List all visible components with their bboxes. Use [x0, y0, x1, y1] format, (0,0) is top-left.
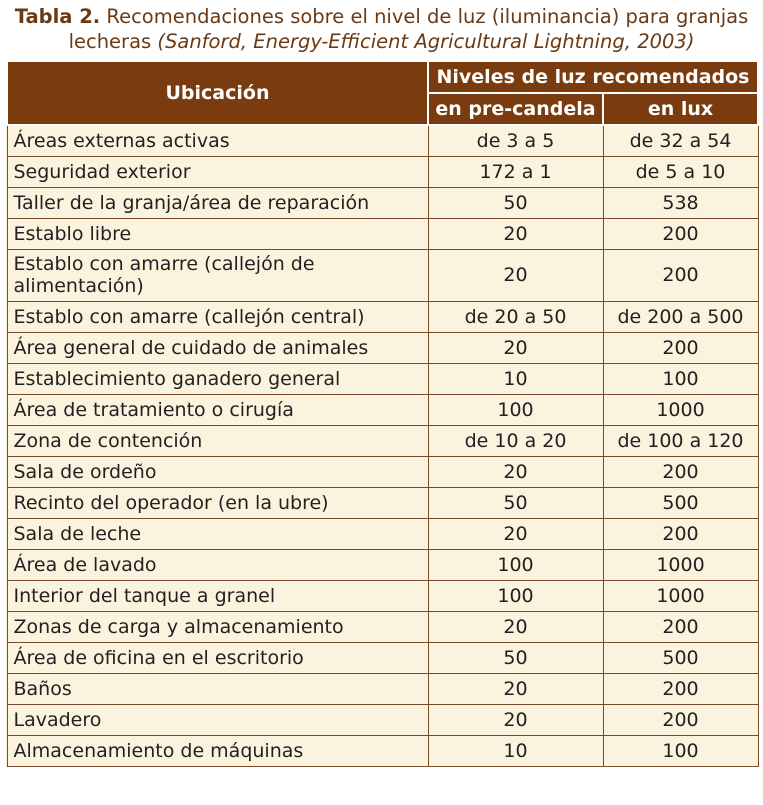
precandela-cell: de 10 a 20: [428, 425, 603, 456]
lux-cell: 1000: [603, 549, 758, 580]
table-row: [7, 549, 758, 580]
location-cell: Establo con amarre (callejón central): [7, 301, 428, 332]
precandela-cell: de 3 a 5: [428, 125, 603, 156]
lux-cell: 1000: [603, 394, 758, 425]
lux-cell: de 200 a 500: [603, 301, 758, 332]
location-cell: Lavadero: [7, 704, 428, 735]
table-row: [7, 125, 758, 156]
precandela-cell: 100: [428, 580, 603, 611]
lux-cell: 200: [603, 249, 758, 301]
lux-cell: 100: [603, 735, 758, 766]
lux-cell: 200: [603, 704, 758, 735]
precandela-cell: 20: [428, 456, 603, 487]
table-row: [7, 301, 758, 332]
table-row: [7, 487, 758, 518]
table-row: [7, 642, 758, 673]
table-row: [7, 456, 758, 487]
header-location: Ubicación: [7, 61, 428, 125]
lux-cell: 500: [603, 642, 758, 673]
table-row: [7, 218, 758, 249]
header-precandela: en pre-candela: [428, 93, 603, 125]
precandela-cell: 20: [428, 611, 603, 642]
lux-cell: de 32 a 54: [603, 125, 758, 156]
table-row: [7, 187, 758, 218]
table-row: [7, 704, 758, 735]
caption-text: Recomendaciones sobre el nivel de luz (iluminancia) para granjas lecheras: [68, 5, 749, 53]
header-group: Niveles de luz recomendados: [428, 61, 758, 93]
lux-cell: 500: [603, 487, 758, 518]
precandela-cell: 10: [428, 735, 603, 766]
lux-cell: 538: [603, 187, 758, 218]
location-cell: Sala de leche: [7, 518, 428, 549]
location-cell: Baños: [7, 673, 428, 704]
precandela-cell: 20: [428, 249, 603, 301]
lux-cell: de 100 a 120: [603, 425, 758, 456]
lux-cell: 100: [603, 363, 758, 394]
lux-cell: 200: [603, 611, 758, 642]
table-row: [7, 332, 758, 363]
table-body: [7, 125, 758, 766]
table-row: [7, 425, 758, 456]
table-row: [7, 363, 758, 394]
lux-cell: 200: [603, 456, 758, 487]
precandela-cell: 50: [428, 487, 603, 518]
location-cell: Sala de ordeño: [7, 456, 428, 487]
lux-cell: 1000: [603, 580, 758, 611]
table-row: [7, 673, 758, 704]
precandela-cell: 172 a 1: [428, 156, 603, 187]
table-row: [7, 580, 758, 611]
lux-cell: 200: [603, 218, 758, 249]
lux-cell: de 5 a 10: [603, 156, 758, 187]
location-cell: Área de lavado: [7, 549, 428, 580]
location-cell: Interior del tanque a granel: [7, 580, 428, 611]
light-levels-table: [6, 60, 759, 767]
precandela-cell: 20: [428, 332, 603, 363]
lux-cell: 200: [603, 673, 758, 704]
precandela-cell: 20: [428, 673, 603, 704]
precandela-cell: 10: [428, 363, 603, 394]
table-row: [7, 735, 758, 766]
precandela-cell: 50: [428, 642, 603, 673]
table-row: [7, 394, 758, 425]
location-cell: Seguridad exterior: [7, 156, 428, 187]
location-cell: Zonas de carga y almacenamiento: [7, 611, 428, 642]
location-cell: Establecimiento ganadero general: [7, 363, 428, 394]
location-cell: Almacenamiento de máquinas: [7, 735, 428, 766]
precandela-cell: 100: [428, 549, 603, 580]
lux-cell: 200: [603, 332, 758, 363]
location-cell: Área de tratamiento o cirugía: [7, 394, 428, 425]
location-cell: Establo libre: [7, 218, 428, 249]
precandela-cell: 20: [428, 218, 603, 249]
table-row: [7, 156, 758, 187]
location-cell: Establo con amarre (callejón de alimentación): [7, 249, 428, 301]
location-cell: Áreas externas activas: [7, 125, 428, 156]
header-lux: en lux: [603, 93, 758, 125]
precandela-cell: 20: [428, 518, 603, 549]
table-row: [7, 611, 758, 642]
location-cell: Área general de cuidado de animales: [7, 332, 428, 363]
precandela-cell: 50: [428, 187, 603, 218]
location-cell: Zona de contención: [7, 425, 428, 456]
table-row: [7, 518, 758, 549]
caption-citation: (Sanford, Energy-Efficient Agricultural Lightning, 2003): [157, 30, 695, 53]
precandela-cell: 100: [428, 394, 603, 425]
caption-label: Tabla 2.: [14, 5, 101, 28]
table-caption: [0, 4, 763, 54]
lux-cell: 200: [603, 518, 758, 549]
table-header: [7, 61, 758, 125]
precandela-cell: 20: [428, 704, 603, 735]
location-cell: Área de oficina en el escritorio: [7, 642, 428, 673]
precandela-cell: de 20 a 50: [428, 301, 603, 332]
table-row: [7, 249, 758, 301]
location-cell: Recinto del operador (en la ubre): [7, 487, 428, 518]
location-cell: Taller de la granja/área de reparación: [7, 187, 428, 218]
